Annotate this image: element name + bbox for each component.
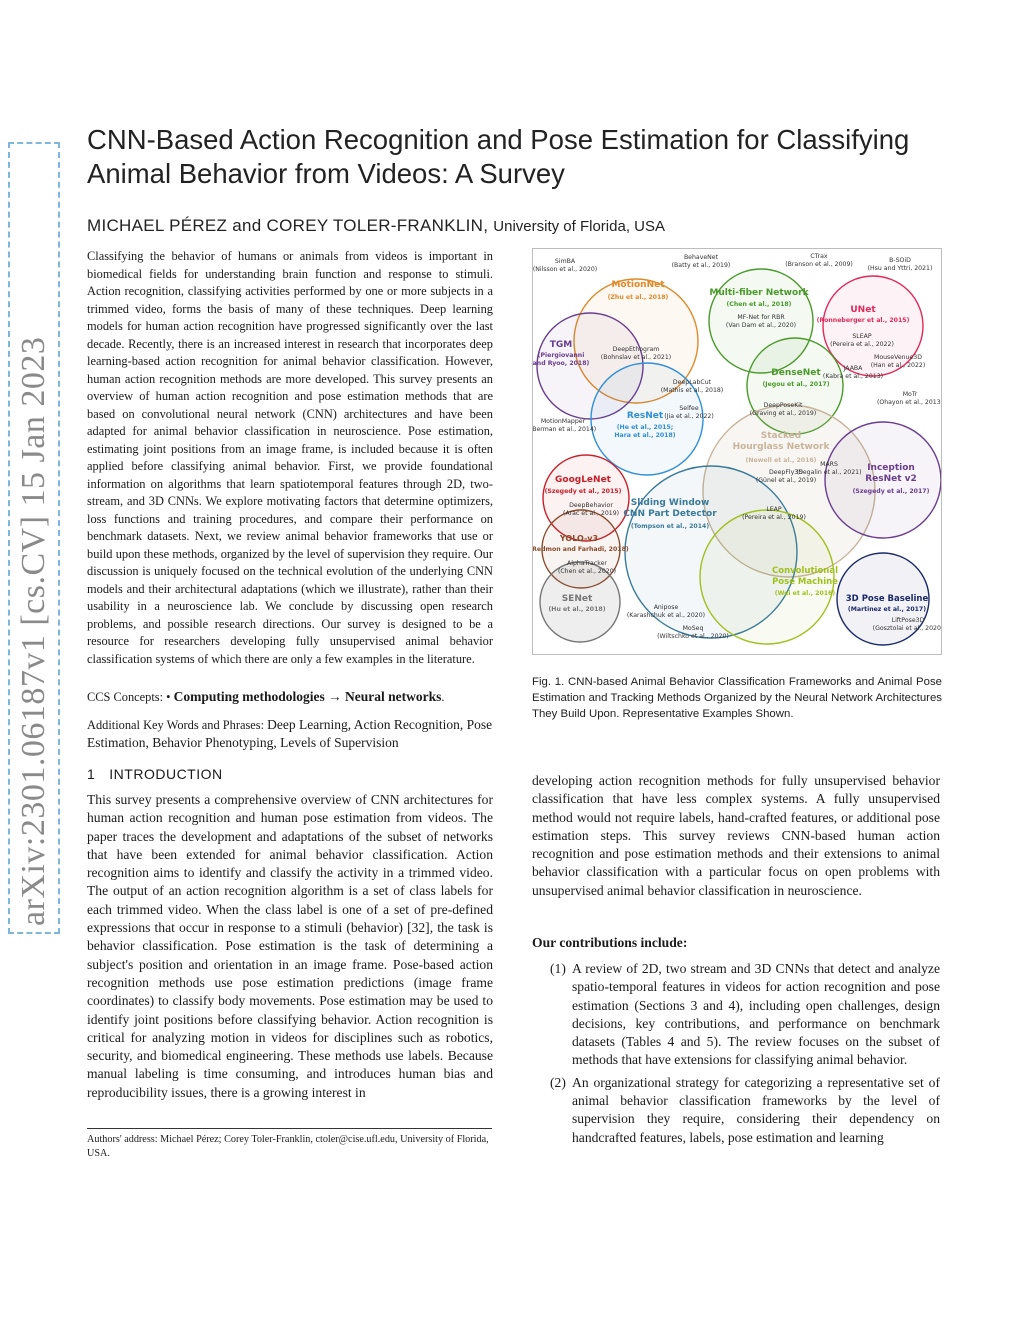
section-number: 1: [87, 766, 96, 782]
list-item: [532, 1074, 940, 1147]
circle-label: UNet: [850, 305, 876, 315]
list-text: An organizational strategy for categorizing a representative set of animal behavior classification frameworks by the level of supervision they require, considering their dependency on handcrafted features, labels, pose estimation and learning: [572, 1074, 940, 1145]
section-heading: [87, 766, 223, 782]
section-title: INTRODUCTION: [109, 766, 223, 782]
circle-citation: (Szegedy et al., 2015): [544, 488, 622, 495]
figure-1: [532, 248, 942, 655]
framework-label: SimBA (Nilsson et al., 2020): [533, 258, 598, 273]
list-text: A review of 2D, two stream and 3D CNNs that detect and analyze spatio-temporal features in videos for action recognition and pose estimation (Sections 3 and 4), including open challenges, design decisions, key contributions, and performance on benchmark datasets (Tables 4 and 5). The review focuses on the subset of methods that have extensions for classifying animal behavior.: [572, 961, 940, 1068]
circle-label: MotionNet: [611, 280, 665, 290]
framework-label: MouseVenue3D (Han et al., 2022): [870, 354, 926, 369]
circle-citation: (Zhu et al., 2018): [607, 294, 669, 301]
circle-citation: (Newell et al., 2016): [745, 457, 817, 464]
circle-citation: (Tompson et al., 2014): [630, 523, 710, 530]
abstract: [87, 248, 493, 668]
framework-label: LiftPose3D (Gosztolai et al., 2020): [872, 617, 941, 632]
figure-caption: Fig. 1. CNN-based Animal Behavior Classification Frameworks and Animal Pose Estimation and Tracking Methods Organized by the Neural Network Architectures They Build Upon. Representative Examples Shown.: [532, 676, 942, 720]
keywords: [87, 716, 497, 752]
affiliation: University of Florida, USA: [493, 218, 665, 235]
framework-label: DeepLabCut (Mathis et al., 2018): [660, 379, 724, 394]
list-number: (1): [550, 961, 566, 976]
circle-label: TGM: [549, 340, 573, 350]
footnote: Authors' address: Michael Pérez; Corey Toler-Franklin, ctoler@cise.ufl.edu, University of Florida, USA.: [87, 1134, 489, 1159]
framework-label: JAABA (Kabra et al., 2013): [822, 365, 884, 380]
circle-label: Multi-fiber Network: [709, 288, 809, 298]
circle-label: ResNet: [626, 411, 664, 421]
framework-label: MotionMapper (Berman et al., 2014): [533, 418, 597, 433]
ccs-value: Computing methodologies → Neural networks: [173, 689, 442, 704]
circle-citation: (Piergiovanni and Ryoo, 2018): [533, 352, 590, 367]
contributions-list: [532, 960, 940, 1151]
circle-label: Inception ResNet v2: [865, 463, 917, 484]
circle-citation: (Jegou et al., 2017): [762, 381, 830, 388]
framework-label: DeepBehavior (Arac et al., 2019): [562, 502, 620, 517]
circle-citation: (Ronneberger et al., 2015): [816, 317, 910, 324]
framework-label: MF-Net for RBR (Van Dam et al., 2020): [725, 314, 797, 329]
framework-label: Selfee (Jia et al., 2022): [664, 405, 714, 420]
framework-label: AlphaTracker (Chen et al., 2020): [557, 560, 617, 575]
circle-citation: (Wei et al., 2016): [774, 590, 836, 597]
intro-left-text: This survey presents a comprehensive overview of CNN architectures for human action recognition and human pose estimation from videos. The paper traces the development and adaptations of the subset of networks that have been extended for animal behavior classification. Action recognition aims to identify and classify the activity in a trimmed video. The output of an action recognition algorithm is a set of class labels for each trimmed video. When the class label is one of a set of pre-defined expressions that occur in response to a stimuli (behavior) [32], the task is behavior classification. Pose estimation is the task of determining a subject's position and orientation in an image frame. Pose-based action recognition methods use pose estimation predictions (image frame coordinates) to classify body movements. Pose estimation may be used to identify joint positions before classifying behavior. Action recognition is critical for analyzing motion in videos for disciplines such as robotics, security, and biomedical engineering. These methods use labels. Because manual labeling is time consuming, and introduces human bias and reproducibility issues, there is a growing interest in: [87, 792, 493, 1100]
author-line: [87, 216, 665, 236]
circle-citation: (Szegedy et al., 2017): [852, 488, 930, 495]
list-number: (2): [550, 1074, 566, 1090]
circle-citation: (Chen et al., 2018): [726, 301, 792, 308]
framework-label: Anipose (Karashchuk et al., 2020): [626, 604, 706, 619]
framework-label: MoSeq (Wiltschko et al., 2020): [657, 625, 729, 640]
list-item: [532, 960, 940, 1070]
framework-label: SLEAP (Pereira et al., 2022): [830, 333, 894, 348]
circle-label: SENet: [561, 594, 593, 604]
circle-label: DenseNet: [771, 368, 821, 378]
framework-label: DeepFly3D (Günel et al., 2019): [755, 469, 817, 484]
circle-unet: [823, 276, 923, 376]
paper-title: CNN-Based Action Recognition and Pose Estimation for Classifying Animal Behavior from Videos: A Survey: [87, 124, 910, 189]
contributions-heading: Our contributions include:: [532, 935, 688, 950]
circle-label: Convolutional Pose Machine: [772, 566, 838, 587]
framework-label: B-SOiD (Hsu and Yttri, 2021): [867, 257, 933, 272]
keywords-value: Deep Learning, Action Recognition, Pose Estimation, Behavior Phenotyping, Levels of Supervision: [87, 717, 493, 750]
circle-label: 3D Pose Baseline: [845, 594, 929, 604]
circle-label: GoogLeNet: [555, 475, 611, 485]
circle-citation: (Martinez et al., 2017): [847, 606, 927, 613]
framework-label: BehaveNet (Batty et al., 2019): [671, 254, 731, 269]
authors: MICHAEL PÉREZ and COREY TOLER-FRANKLIN,: [87, 216, 489, 235]
keywords-label: Additional Key Words and Phrases:: [87, 718, 265, 732]
circle-label: YOLO-v3: [559, 534, 599, 543]
footnote-rule: [87, 1128, 492, 1129]
circle-label: Sliding Window CNN Part Detector: [623, 498, 717, 519]
framework-label: LEAP (Pereira et al., 2019): [742, 506, 806, 521]
circle-citation: (Redmon and Farhadi, 2018): [533, 546, 629, 553]
venn-diagram: [533, 249, 941, 654]
framework-label: DeepPoseKit (Graving et al., 2019): [749, 402, 817, 417]
framework-label: MARS (Segalin et al., 2021): [796, 461, 862, 476]
framework-label: DeepEthogram (Bohnslav et al., 2021): [600, 346, 672, 361]
abstract-text: Classifying the behavior of humans or animals from videos is important in biomedical fields for understanding brain function and response to stimuli. Action recognition, classifying activities performed by one or more subjects in a trimmed video, forms the basis of many of these techniques. Deep learning models for human action recognition have progressed significantly over the last decade. Recently, there is an increased interest in research that incorporates deep learning-based action recognition for animal behavior classification. However, human action recognition methods are more developed. This survey presents an overview of human action recognition and pose estimation methods that are based on convolutional neural network (CNN) architectures and have been adapted for animal behavior classification in neuroscience. Pose estimation, estimating joint positions from an image frame, is included because it is often applied before classifying animal behavior. First, we provide foundational information on algorithms that learn spatiotemporal features through 2D, two-stream, and 3D CNNs. We explore motivating factors that determine optimizers, loss functions and training procedures, and compare their performance on benchmark datasets. Next, we review animal behavior frameworks that use or build upon these methods, organized by the level of supervision they require. Our discussion is uniquely focused on the technical evolution of the underlying CNN models and their architectural adaptations (which we illustrate), rather than their usability in a neuroscience lab. We conclude by discussing open research problems, and possible research directions. Our survey is designed to be a resource for researchers developing fully unsupervised animal behavior classification systems of which there are only a few examples in the literature.: [87, 249, 493, 666]
circle-citation: (Hu et al., 2018): [548, 606, 606, 613]
intro-right-text: developing action recognition methods for fully unsupervised behavior classification that have less complex systems. A fully unsupervised method would not require labels, hand-crafted features, or additional pose estimation steps. This survey reviews CNN-based human action recognition and pose estimation methods and their extensions to animal behavior classification with a particular focus on open problems with unsupervised animal behavior classification in neuroscience.: [532, 773, 940, 898]
framework-label: CTrax (Branson et al., 2009): [785, 253, 853, 268]
ccs-concepts: CCS Concepts: • Computing methodologies → Neural networks.: [87, 689, 445, 704]
circle-label: Stacked Hourglass Network: [732, 431, 830, 452]
circle-citation: (He et al., 2015; Hara et al., 2018): [614, 424, 676, 439]
arxiv-identifier: arXiv:2301.06187v1 [cs.CV] 15 Jan 2023: [12, 146, 56, 930]
framework-label: MoTr (Ohayon et al., 2013): [876, 391, 941, 406]
ccs-label: CCS Concepts: •: [87, 690, 171, 704]
